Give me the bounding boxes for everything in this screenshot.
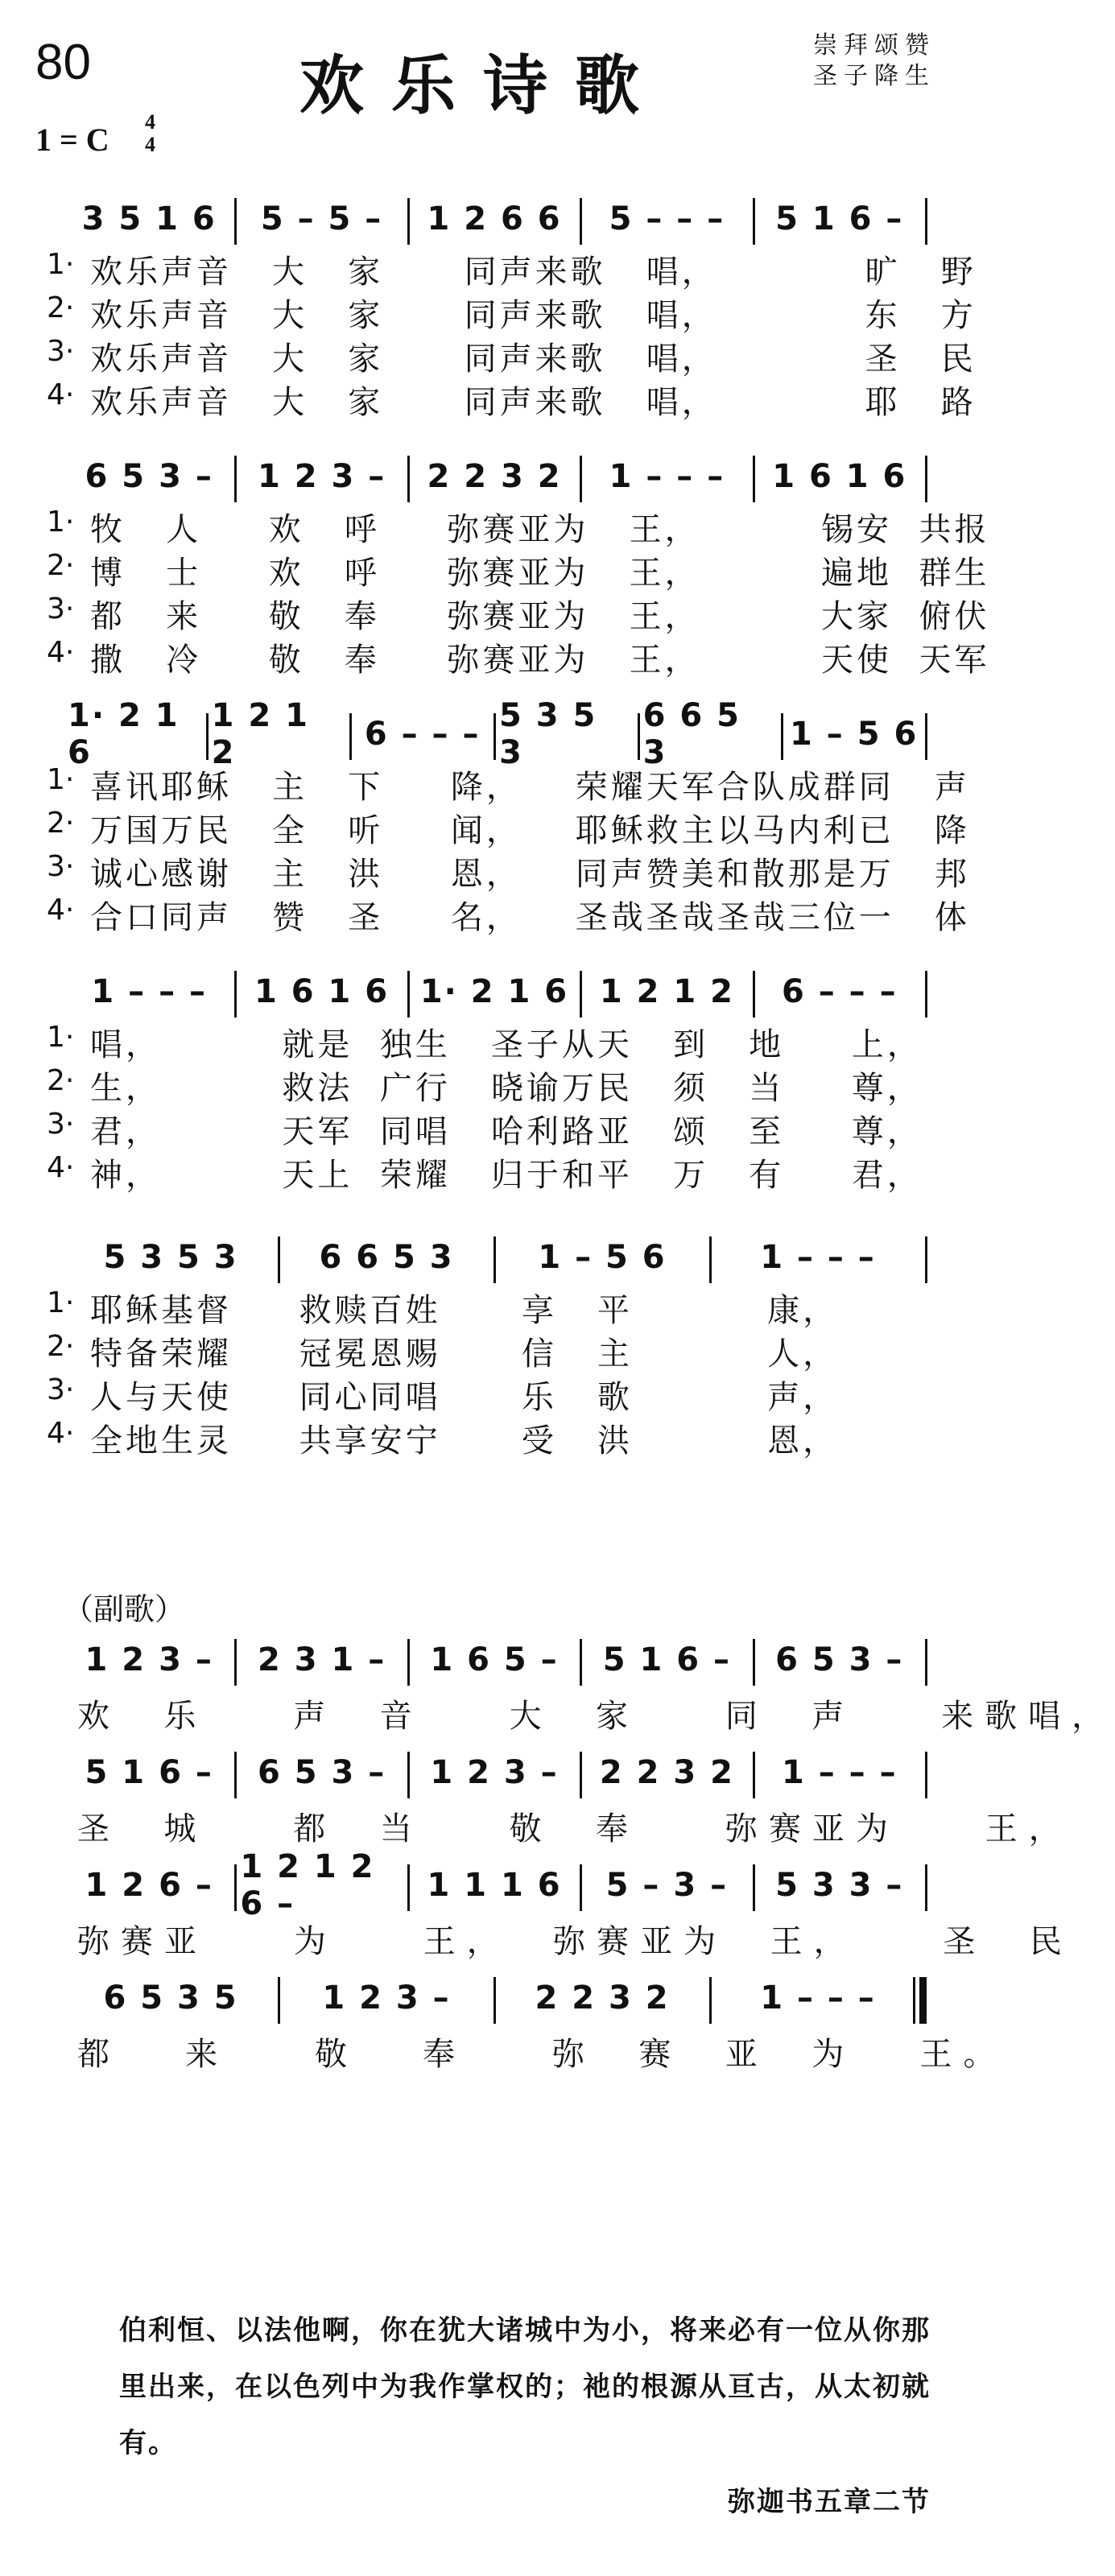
- verse-number: 2·: [47, 807, 75, 840]
- lyric-text: 都 来 敬 奉 弥 赛 亚 为 王。: [77, 2036, 1007, 2073]
- lyric-text: 欢 乐 声 音 大 家 同 声 来歌唱，: [77, 1698, 1115, 1735]
- lyric-line: [0, 633, 990, 679]
- lyric-line: [0, 1148, 966, 1194]
- measure: 6 5 3 –: [257, 1754, 386, 1791]
- measure: 1 2 1 2 6 –: [240, 1848, 375, 1922]
- notation-row: [0, 1232, 966, 1283]
- barline: [925, 1864, 927, 1911]
- verse-number: 1·: [47, 1286, 75, 1319]
- lyric-text: 特备荣耀 冠冕恩赐 信 主 人，: [90, 1335, 839, 1373]
- lyric-line: [0, 1018, 966, 1061]
- lyric-text: 欢乐声音 大 家 同声来歌 唱， 圣 民: [90, 341, 977, 378]
- lyric-text: 欢乐声音 大 家 同声来歌 唱， 耶 路: [90, 384, 977, 421]
- chorus-system: [0, 1972, 1007, 2080]
- verse-number: 3·: [47, 1373, 75, 1406]
- credit-subcategory: 圣子降生: [813, 62, 935, 90]
- measure: 1 6 1 6: [772, 458, 907, 495]
- measure: 1 – – –: [760, 1979, 876, 2017]
- time-signature-bottom: 4: [145, 133, 155, 156]
- song-title: 欢乐诗歌: [299, 47, 667, 123]
- measure: 1· 2 1 6: [419, 973, 569, 1010]
- notation-row: [0, 1848, 966, 1922]
- measure: 1 6 5 –: [430, 1641, 559, 1678]
- lyric-text: 万国万民 全 听 闻， 耶稣救主以马内利已 降: [90, 812, 970, 849]
- verse-number: 1·: [47, 1021, 75, 1054]
- measure: 1 2 3 –: [257, 458, 386, 495]
- verse-number: 4·: [47, 636, 75, 669]
- measure: 1 2 3 –: [430, 1754, 559, 1791]
- measure: 5 1 6 –: [775, 200, 904, 237]
- chorus-lyric-line: [0, 1911, 1073, 1967]
- measure: 6 5 3 –: [85, 458, 213, 495]
- lyric-line: [0, 589, 990, 635]
- lyric-line: [0, 375, 977, 421]
- chorus-lyric-line: [0, 1798, 1072, 1855]
- lyric-line: [0, 546, 990, 592]
- lyric-line: [0, 1414, 966, 1457]
- verse-system: [0, 451, 990, 679]
- credit-category: 崇拜颂赞: [813, 31, 935, 60]
- verse-number: 2·: [47, 1064, 75, 1097]
- chorus-lyric-line: [0, 1686, 1115, 1742]
- notation-row: [0, 1747, 966, 1798]
- lyric-line: [0, 890, 970, 936]
- final-barline-thin: [913, 1977, 915, 2024]
- measure: 1 2 3 –: [322, 1979, 451, 2017]
- lyric-text: 撒 冷 敬 奉 弥赛亚为 王， 天使 天军: [90, 642, 990, 679]
- chorus-system: [0, 1634, 1115, 1742]
- lyric-line: [0, 760, 970, 806]
- lyric-text: 博 士 欢 呼 弥赛亚为 王， 遍地 群生: [90, 555, 990, 592]
- measure: 1 6 1 6: [254, 973, 390, 1010]
- lyric-text: 人与天使 同心同唱 乐 歌 声，: [90, 1379, 839, 1416]
- measure: 2 2 3 2: [599, 1754, 734, 1791]
- measure: 1 2 6 –: [85, 1867, 213, 1904]
- notation-row: [0, 1634, 966, 1686]
- measure: 5 – 3 –: [605, 1867, 729, 1904]
- lyric-text: 欢乐声音 大 家 同声来歌 唱， 东 方: [90, 297, 977, 334]
- measure: 1 – – –: [760, 1239, 876, 1276]
- measure: 6 – – –: [364, 716, 481, 753]
- measure: 1 2 1 2: [211, 697, 310, 771]
- verse-number: 3·: [47, 592, 75, 625]
- lyric-line: [0, 1104, 966, 1148]
- lyric-text: 圣 城 都 当 敬 奉 弥赛亚为 王，: [77, 1810, 1072, 1847]
- lyric-text: 神， 天上 荣耀 归于和平 万 有 君，: [90, 1157, 923, 1194]
- verse-number: 4·: [47, 1417, 75, 1450]
- barline: [925, 713, 927, 760]
- chorus-system: [0, 1747, 1072, 1855]
- verse-number: 3·: [47, 335, 75, 368]
- lyric-text: 都 来 敬 奉 弥赛亚为 王， 大家 俯伏: [90, 598, 990, 635]
- lyric-line: [0, 847, 970, 893]
- lyric-text: 全地生灵 共享安宁 受 洪 恩，: [90, 1422, 839, 1459]
- lyric-line: [0, 332, 977, 378]
- measure: 5 – – –: [609, 200, 725, 237]
- lyric-line: [0, 502, 990, 548]
- lyric-line: [0, 803, 970, 849]
- measure: 1 1 1 6: [427, 1867, 562, 1904]
- measure: 5 1 6 –: [85, 1754, 213, 1791]
- verse-number: 1·: [47, 248, 75, 281]
- lyric-text: 唱， 就是 独生 圣子从天 到 地 上，: [90, 1026, 923, 1063]
- verse-system: [0, 1232, 966, 1457]
- notation-row: [0, 193, 966, 245]
- measure: 6 6 5 3: [642, 697, 741, 771]
- barline: [925, 1236, 927, 1283]
- scripture-reference: 弥迦书五章二节: [728, 2486, 931, 2518]
- measure: 1 2 1 2: [599, 973, 734, 1010]
- lyric-text: 牧 人 欢 呼 弥赛亚为 王， 锡安 共报: [90, 511, 990, 548]
- measure: 6 5 3 –: [775, 1641, 904, 1678]
- measure: 5 1 6 –: [602, 1641, 732, 1678]
- lyric-line: [0, 245, 977, 291]
- verse-number: 1·: [47, 506, 75, 539]
- verse-system: [0, 697, 970, 936]
- lyric-line: [0, 1327, 966, 1373]
- final-barline-thick: [919, 1977, 927, 2024]
- measure: 5 3 3 –: [775, 1867, 904, 1904]
- verse-number: 4·: [47, 1151, 75, 1184]
- barline: [925, 198, 927, 245]
- measure: 2 2 3 2: [427, 458, 562, 495]
- measure: 1 2 3 –: [85, 1641, 213, 1678]
- measure: 5 3 5 3: [499, 697, 597, 771]
- measure: 6 6 5 3: [319, 1239, 454, 1276]
- lyric-text: 喜讯耶稣 主 下 降， 荣耀天军合队成群同 声: [90, 769, 970, 806]
- measure: 6 – – –: [781, 973, 898, 1010]
- verse-number: 2·: [47, 291, 75, 324]
- time-signature: [145, 111, 155, 156]
- scripture-text: 伯利恒、以法他啊，你在犹大诸城中为小，将来必有一位从你那里出来，在以色列中为我作掌权的；祂的根源从亘古，从太初就有。: [119, 2314, 931, 2459]
- verse-number: 2·: [47, 1330, 75, 1363]
- measure: 1 2 6 6: [427, 200, 562, 237]
- credits: [813, 31, 935, 92]
- measure: 1 – – –: [91, 973, 207, 1010]
- barline: [925, 1752, 927, 1798]
- verse-number: 3·: [47, 1108, 75, 1141]
- lyric-text: 诚心感谢 主 洪 恩， 同声赞美和散那是万 邦: [90, 856, 970, 893]
- barline: [925, 456, 927, 502]
- verse-number: 1·: [47, 763, 75, 796]
- lyric-text: 耶稣基督 救赎百姓 享 平 康，: [90, 1292, 839, 1329]
- lyric-text: 合口同声 赞 圣 名， 圣哉圣哉圣哉三位一 体: [90, 899, 970, 936]
- verse-number: 2·: [47, 549, 75, 582]
- lyric-text: 君， 天军 同唱 哈利路亚 颂 至 尊，: [90, 1113, 923, 1150]
- measure: 1· 2 1 6: [68, 697, 180, 771]
- measure: 1 – 5 6: [538, 1239, 667, 1276]
- lyric-text: 生， 救法 广行 晓谕万民 须 当 尊，: [90, 1070, 923, 1107]
- measure: 1 – 5 6: [790, 716, 919, 753]
- barline: [925, 971, 927, 1018]
- lyric-line: [0, 1061, 966, 1107]
- lyric-line: [0, 1370, 966, 1414]
- measure: 2 3 1 –: [257, 1641, 386, 1678]
- page-number: 80: [35, 35, 91, 90]
- chorus-system: [0, 1848, 1073, 1967]
- measure: 3 5 1 6: [81, 200, 217, 237]
- notation-row: [0, 1972, 966, 2024]
- verse-system: [0, 966, 966, 1194]
- verse-number: 4·: [47, 894, 75, 927]
- measure: 1 – – –: [781, 1754, 898, 1791]
- verse-system: [0, 193, 977, 421]
- key-signature: 1 = C: [35, 122, 109, 158]
- verse-number: 4·: [47, 378, 75, 411]
- measure: 2 2 3 2: [535, 1979, 670, 2017]
- notation-row: [0, 451, 966, 502]
- measure: 1 – – –: [609, 458, 725, 495]
- barline: [925, 1639, 927, 1686]
- lyric-text: 欢乐声音 大 家 同声来歌 唱， 旷 野: [90, 254, 977, 291]
- measure: 6 5 3 5: [103, 1979, 238, 2017]
- lyric-text: 弥赛亚 为 王， 弥赛亚为 王， 圣 民: [77, 1923, 1073, 1960]
- chorus-label: （副歌）: [63, 1591, 186, 1627]
- notation-row: [0, 966, 966, 1018]
- notation-row: [0, 697, 966, 771]
- chorus-lyric-line: [0, 2024, 1007, 2080]
- lyric-line: [0, 1283, 966, 1327]
- lyric-line: [0, 288, 977, 334]
- verse-number: 3·: [47, 850, 75, 883]
- measure: 5 – 5 –: [260, 200, 383, 237]
- time-signature-top: 4: [145, 110, 155, 134]
- measure: 5 3 5 3: [103, 1239, 238, 1276]
